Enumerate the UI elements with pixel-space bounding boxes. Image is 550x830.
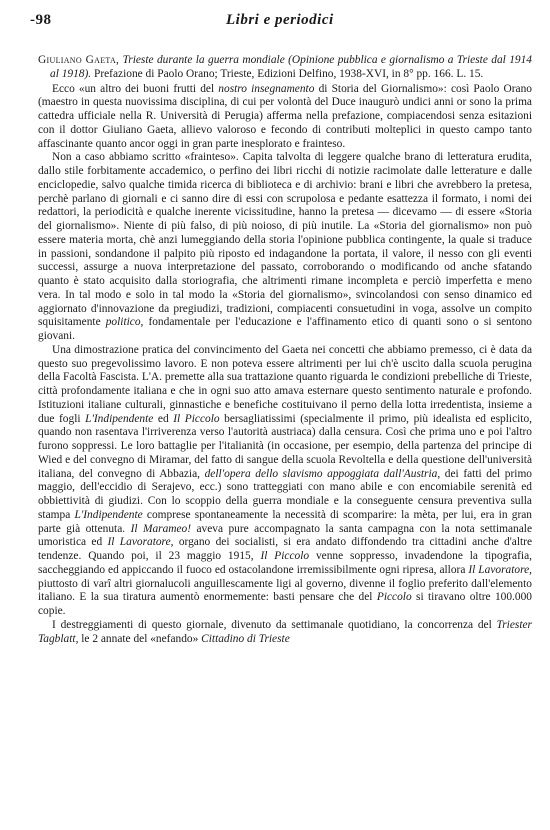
page-number: -98	[30, 12, 52, 28]
citation-title: Trieste durante la guerra mondiale (Opinione pubblica e giornalismo a Trieste dal 1914 al 1918).	[50, 54, 532, 80]
book-citation	[38, 54, 532, 82]
text-run: Il Piccolo	[260, 550, 310, 562]
paragraph	[38, 83, 532, 152]
text-run: le 2 annate del «nefando»	[78, 632, 202, 645]
text-run: L'Indipendente	[74, 508, 143, 521]
running-title: Libri e periodici	[226, 12, 334, 28]
text-run: , dei fatti del primo maggio, dell'eccidio di Serajevo, ecc.) sono tratteggiati con mano abile e con encomiabile serenità ed obbiettività di giudizi. Con lo scoppio della guerra mondiale e la conseguente censura preventiva sulla stampa	[38, 467, 532, 521]
paragraph	[38, 151, 532, 344]
citation-publication: Prefazione di Paolo Orano; Trieste, Edizioni Delfino, 1938-XVI, in 8° pp. 166. L. 15.	[94, 67, 484, 80]
review-body	[38, 54, 532, 646]
text-run: L'Indipendente	[85, 412, 154, 425]
text-run: Il Marameo!	[130, 522, 192, 535]
text-run: venne soppresso, invadendone la tipografia, saccheggiando ed appiccando il fuoco ed ostacolandone irremissibilmente ogni ripresa, allora	[38, 550, 532, 576]
text-run: Triester Tagblatt,	[38, 618, 532, 645]
text-run: comprese spontaneamente la necessità di scomparire: la mèta, per lui, era in gran parte già ottenuta.	[38, 508, 532, 535]
text-run: Cittadino di Trieste	[201, 632, 290, 645]
citation-author: Giuliano Gaeta,	[38, 54, 120, 66]
text-run: Non a caso abbiamo scritto «frainteso». Capita talvolta di leggere qualche brano di letteratura erudita, dallo stile forbitamente accademico, o perfino dei libri ricchi di notizie racimolate dalle letterature e dalle enciclopedie, salvo qualche timida ricerca di biblioteca e di archivio: brani e libri che avrebbero la pretesa, perchè parlano di giornali e ci sanno dire di essi con scrupolosa e pedante esattezza il formato, i nomi dei redattori, la periodicità e qualche inerente vicissitudine, hanno la pretesa — dicevamo — di essere «Storia del giornalismo». Niente di più falso, di più noioso, di più inutile. La «Storia del giornalismo» non può essere materia morta, chè anzi lumeggiando della storia l'opinione pubblica contingente, la quale si traduce in passioni, sondandone il palpito più riposto ed indagandone la portata, il valore, il nesso con gli eventi successi, assurge a nuova interpretazione del passato, corroborando o modificando od anche sfatando quanto è stato acquisito dalla storiografia, che altrimenti rimane incompleta e perciò imperfetta e meno vera. In tal modo e solo in tal modo la «Storia del giornalismo», svincolandosi con senso dinamico ed aggiornato d'innovazione da pregiudizi, tradizioni, compiacenti consuetudini in voga, assolve un compito squisitamente	[38, 151, 532, 329]
text-run: Il Piccolo	[173, 412, 220, 425]
text-run: Ecco «un altro dei buoni frutti del	[52, 82, 219, 95]
paragraphs	[38, 83, 532, 647]
text-run: ed	[153, 412, 174, 425]
text-run: I destreggiamenti di questo giornale, divenuto da settimanale quotidiano, la concorrenza del	[52, 618, 497, 631]
text-run: di Storia del Giornalismo»: così Paolo Orano (maestro in questa nuovissima disciplina, di cui per volontà del Duce inaugurò undici anni or sono la prima cattedra ufficiale nella R. Università di Perugia) afferma nella prefazione, compiacendosi senza esitazioni con il dottor Giuliano Gaeta, allievo valoroso e fecondo di contributi molteplici in questo campo tanto affascinante quanto ancor oggi in gran parte inesplorato e frainteso.	[38, 82, 532, 150]
text-run: politico,	[105, 316, 144, 329]
text-run: bersagliatissimi (specialmente il primo, più idealista ed esplicito, quando non rasentava l'irriverenza verso l'autorità austriaca) dalla censura. Così che prima uno e poi l'altro furono soppressi. Le loro battaglie per l'italianità (in occasione, per esempio, della partenza del principe di Wied e del convegno di Miramar, del fatto di sangue della scuola Revoltella e della questione dell'università italiana, del convegno di Abbazia,	[38, 412, 532, 480]
page-header	[30, 12, 528, 32]
text-run: si tiravano oltre 100.000 copie.	[38, 591, 532, 617]
text-run: Piccolo	[376, 591, 412, 604]
text-run: Il Lavoratore,	[107, 536, 174, 549]
text-run: Una dimostrazione pratica del convincimento del Gaeta nei concetti che abbiamo premesso, ci è data da questo suo pregevolissimo lavoro. E non poteva essere altrimenti per lui ch'è uscito dalla scuola perugina della Facoltà Fascista. L'A. premette alla sua trattazione quanto riguarda le condizioni prebelliche di Trieste, città profondamente italiana e che in ogni suo atto amava esternare questo sentimento naturale e profondo. Istituzioni italiane culturali, ginnastiche e benefiche costituivano il perno della lotta irredentista, insieme a due fogli	[38, 343, 532, 425]
text-run: Il Lavoratore,	[468, 563, 532, 576]
text-run: aveva pure accompagnato la santa campagna con la nota settimanale umoristica ed	[38, 522, 533, 549]
text-run: fondamentale per l'educazione e l'affinamento etico di quanti sono o si sentono giovani.	[38, 316, 532, 342]
paragraph	[38, 344, 532, 619]
text-run: piuttosto di varî altri giornalucoli anguillescamente ligi al governo, divenne il foglio preferito dall'elemento italiano. E la sua tiratura aumentò enormemente: basti pensare che del	[38, 577, 532, 604]
text-run: organo dei socialisti, si era andato diffondendo tra cittadini anche d'altre tendenze. Quando poi, il 23 maggio 1915,	[38, 536, 533, 562]
text-run: dell'opera dello slavismo appoggiata dall'Austria	[204, 467, 438, 480]
paragraph	[38, 619, 532, 647]
text-run: nostro insegnamento	[218, 82, 315, 95]
